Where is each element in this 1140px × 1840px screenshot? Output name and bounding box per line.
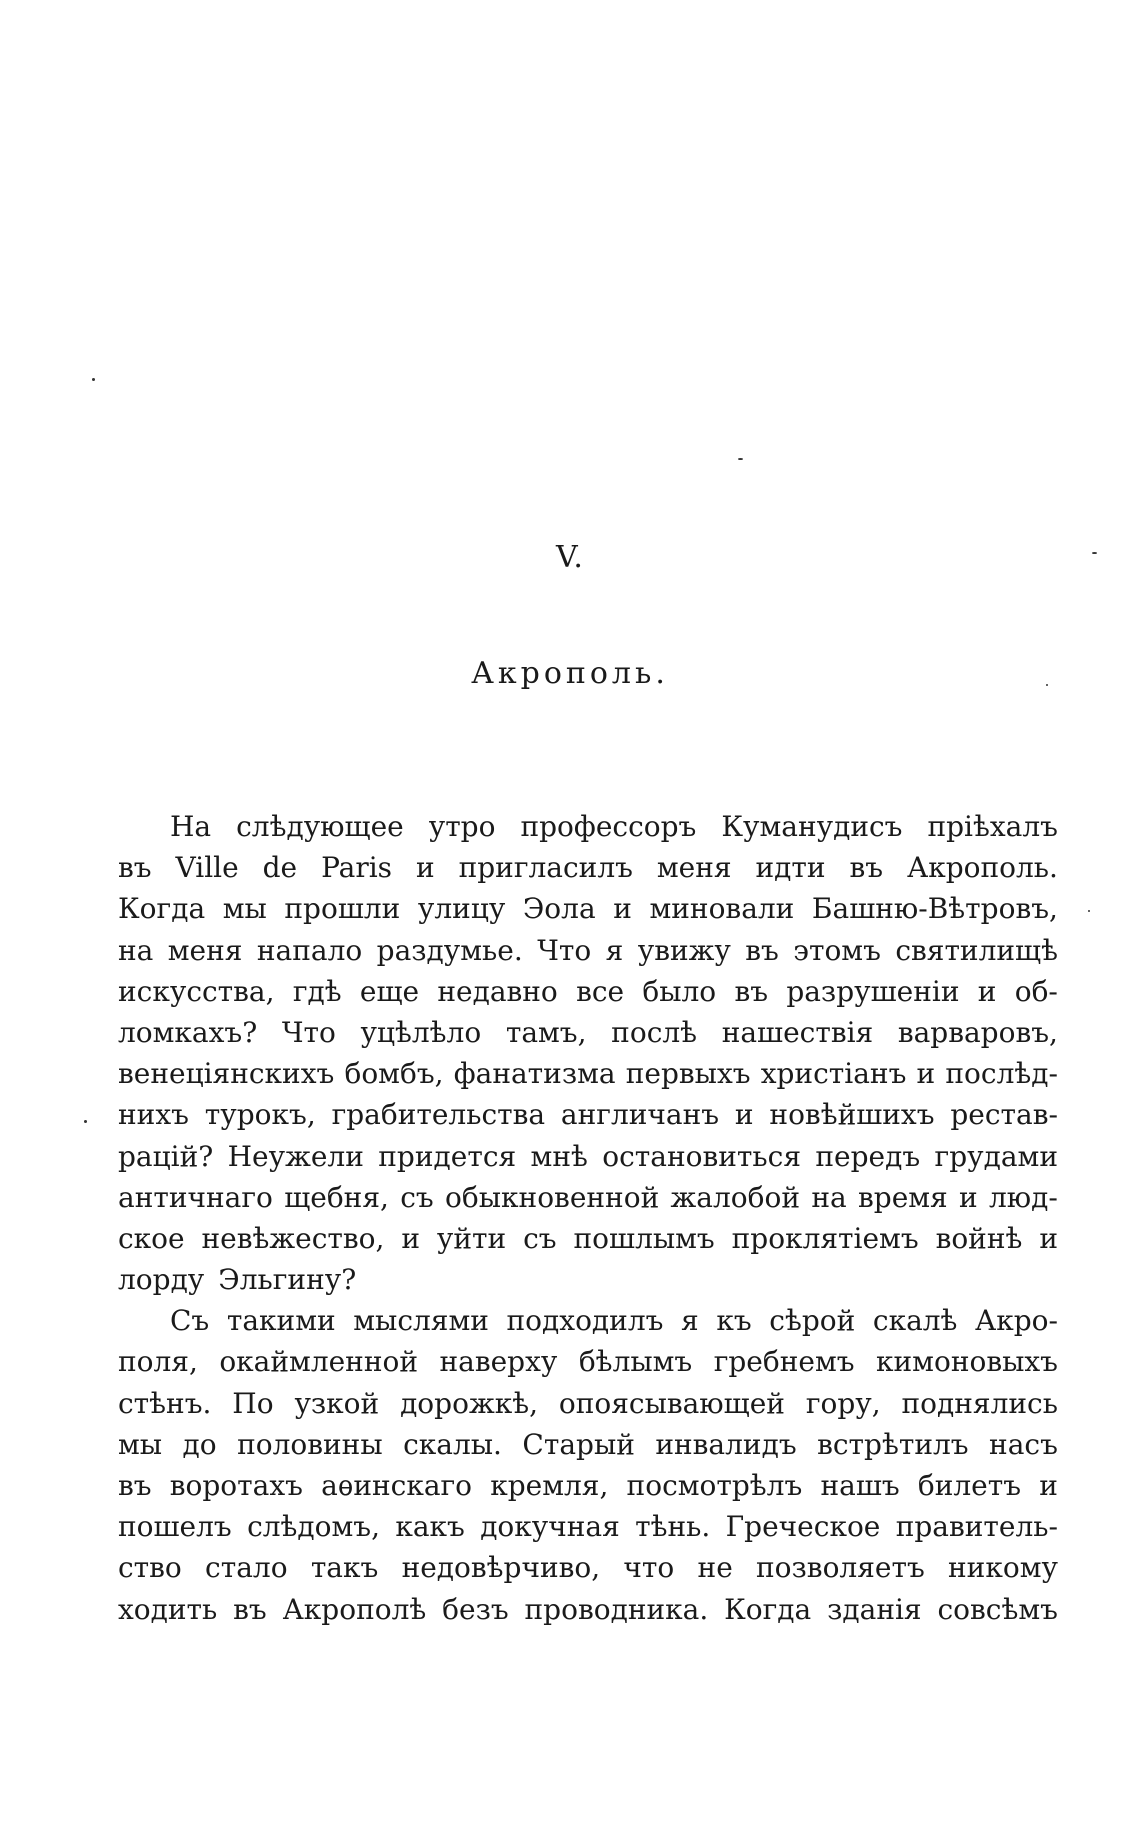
word: нашъ (820, 1469, 900, 1502)
word: недавно (437, 974, 558, 1008)
word: ломкахъ? (118, 1015, 258, 1049)
word: новѣйшихъ (769, 1098, 935, 1132)
word: пригласилъ (458, 851, 633, 885)
word: На (170, 810, 212, 843)
word: идти (755, 851, 826, 885)
word: разрушеніи (786, 974, 960, 1008)
text-line (118, 930, 1058, 971)
print-speck (1092, 552, 1097, 554)
word: на (118, 933, 154, 967)
text-line (118, 1547, 1058, 1588)
word: Неужели (227, 1139, 364, 1173)
word: на (811, 1180, 847, 1214)
word: никому (948, 1551, 1058, 1585)
word: невѣжество, (201, 1221, 385, 1255)
word: об- (1014, 974, 1058, 1008)
word: кимоновыхъ (876, 1345, 1058, 1379)
word: въ (118, 851, 152, 885)
word: святилищѣ (895, 933, 1058, 967)
word: Греческое (725, 1510, 881, 1544)
word: было (642, 974, 717, 1008)
word: съ (400, 1180, 434, 1214)
word: и (415, 851, 435, 885)
word: Акрополь. (907, 851, 1058, 885)
word: пошелъ (118, 1510, 232, 1544)
word: грудами (934, 1139, 1058, 1173)
word: меня (656, 851, 732, 885)
word: гору, (805, 1386, 881, 1420)
word: узкой (294, 1386, 380, 1420)
word: щебня, (284, 1180, 389, 1214)
word: раздумье. (376, 933, 523, 967)
word: ство (118, 1551, 182, 1585)
word: придется (378, 1139, 517, 1173)
word: все (576, 974, 625, 1008)
word: мы (222, 892, 267, 926)
word: остановиться (602, 1139, 801, 1173)
word: сѣрой (769, 1304, 856, 1338)
word: въ (233, 1592, 267, 1626)
word: Акро- (975, 1304, 1058, 1338)
chapter-number: V. (556, 540, 584, 575)
word: Что (537, 933, 592, 967)
word: проводника. (524, 1592, 709, 1626)
word: подходилъ (506, 1304, 664, 1338)
print-speck (738, 458, 743, 460)
word: я (681, 1304, 699, 1338)
word: такъ (310, 1551, 379, 1585)
word: слѣдомъ, (247, 1510, 381, 1544)
word: посмотрѣлъ (626, 1469, 803, 1502)
word: съ (523, 1221, 557, 1255)
word: de (262, 851, 298, 885)
word: послѣ (611, 1015, 698, 1049)
text-line (118, 1053, 1058, 1094)
word: правитель- (895, 1510, 1058, 1544)
word: прошли (284, 892, 401, 926)
word: недовѣрчиво, (401, 1551, 601, 1585)
word: Старый (522, 1427, 635, 1461)
word: окаймленной (219, 1345, 419, 1379)
word: гдѣ (292, 974, 342, 1008)
text-line (118, 1094, 1058, 1135)
word: миновали (649, 892, 795, 926)
word: Акрополѣ (282, 1592, 427, 1626)
word: меня (167, 933, 243, 967)
word: и (613, 892, 632, 926)
word: скалѣ (872, 1304, 958, 1338)
word: жалобой (670, 1180, 801, 1214)
word: античнаго (118, 1180, 273, 1214)
word: рацій? (118, 1139, 214, 1173)
word: нихъ (118, 1098, 189, 1132)
word: ское (118, 1221, 185, 1255)
word: и (734, 1098, 754, 1132)
word: аѳинскаго (321, 1469, 473, 1502)
text-line (118, 1424, 1058, 1465)
word: такими (226, 1304, 336, 1338)
word: профессоръ (520, 810, 697, 843)
word: христіанъ (760, 1057, 907, 1091)
word: передъ (815, 1139, 921, 1173)
text-line (118, 1218, 1058, 1259)
word: уцѣлѣло (360, 1015, 482, 1049)
word: Когда (118, 892, 206, 926)
word: что (623, 1551, 675, 1585)
text-line (118, 1259, 1058, 1300)
word: рестав- (950, 1098, 1058, 1132)
word: и (1039, 1221, 1058, 1255)
word: въ (734, 974, 769, 1008)
word: инвалидъ (655, 1427, 797, 1461)
word: мнѣ (530, 1139, 588, 1173)
word: мы (118, 1427, 163, 1461)
word: стало (205, 1551, 288, 1585)
word: По (232, 1386, 274, 1420)
word: воротахъ (169, 1469, 303, 1502)
text-line (118, 1589, 1058, 1630)
word: утро (428, 810, 496, 843)
word: фанатизма (453, 1057, 616, 1091)
word: кремля, (490, 1469, 609, 1502)
text-line (118, 1506, 1058, 1547)
word: Эола (522, 892, 596, 926)
word: ходить (118, 1592, 218, 1626)
word: Ville (175, 851, 239, 885)
word: насъ (989, 1427, 1058, 1461)
word: пошлымъ (573, 1221, 715, 1255)
print-speck (92, 378, 95, 381)
word: улицу (417, 892, 506, 926)
word: войнѣ (935, 1221, 1023, 1255)
word: половины (237, 1427, 383, 1461)
word: скалы. (403, 1427, 502, 1461)
word: билетъ (917, 1469, 1022, 1502)
word: Что (281, 1015, 336, 1049)
word: Башню-Вѣтровъ, (811, 892, 1058, 926)
word: и (916, 1057, 936, 1091)
word: стѣнъ. (118, 1386, 212, 1420)
word: нашествія (721, 1015, 874, 1049)
text-line (118, 847, 1058, 888)
word: докучная (480, 1510, 620, 1544)
word: до (182, 1427, 217, 1461)
word: въ (849, 851, 884, 885)
word: въ (745, 933, 779, 967)
text-line (118, 888, 1058, 929)
print-speck (1046, 684, 1048, 686)
word: совсѣмъ (937, 1592, 1058, 1626)
word: слѣдующее (236, 810, 404, 843)
word: тѣнь. (635, 1510, 711, 1544)
word: и (1039, 1469, 1058, 1502)
word: встрѣтилъ (817, 1427, 969, 1461)
word: и (959, 1180, 978, 1214)
word: не (697, 1551, 733, 1585)
word: зданія (827, 1592, 922, 1626)
word: уйти (436, 1221, 507, 1255)
word: Когда (724, 1592, 812, 1626)
word: этомъ (793, 933, 881, 967)
word: пріѣхалъ (927, 810, 1058, 843)
word: люд- (989, 1180, 1058, 1214)
text-line (118, 1177, 1058, 1218)
text-line (118, 806, 1058, 847)
word: лорду (118, 1263, 205, 1297)
word: Куманудисъ (721, 810, 903, 843)
word: проклятіемъ (731, 1221, 919, 1255)
text-line (118, 971, 1058, 1012)
word: турокъ, (204, 1098, 316, 1132)
word: увижу (637, 933, 731, 967)
word: поля, (118, 1345, 198, 1379)
text-line (118, 1383, 1058, 1424)
word: опоясывающей (558, 1386, 785, 1420)
word: Эльгину? (218, 1263, 357, 1297)
chapter-title: Акрополь. (471, 656, 669, 691)
word: какъ (395, 1510, 465, 1544)
print-speck (84, 1120, 87, 1123)
word: еще (359, 974, 420, 1008)
word: позволяетъ (756, 1551, 925, 1585)
word: грабительства (331, 1098, 546, 1132)
word: гребнемъ (713, 1345, 855, 1379)
word: и (401, 1221, 420, 1255)
word: дорожкѣ, (400, 1386, 538, 1420)
word: варваровъ, (897, 1015, 1058, 1049)
text-line (118, 1341, 1058, 1382)
word: искусства, (118, 974, 275, 1008)
word: первыхъ (625, 1057, 751, 1091)
word: Paris (321, 851, 393, 885)
word: тамъ, (505, 1015, 587, 1049)
word: напало (256, 933, 363, 967)
word: безъ (442, 1592, 509, 1626)
word: время (858, 1180, 948, 1214)
word: наверху (439, 1345, 558, 1379)
word: бѣлымъ (578, 1345, 693, 1379)
word: обыкновенной (445, 1180, 660, 1214)
word: въ (118, 1469, 152, 1502)
word: я (605, 933, 624, 967)
text-line (118, 1300, 1058, 1341)
word: бомбъ, (344, 1057, 444, 1091)
word: англичанъ (560, 1098, 720, 1132)
body-text (118, 806, 1058, 1630)
text-line (118, 1136, 1058, 1177)
word: къ (716, 1304, 752, 1338)
word: поднялись (901, 1386, 1058, 1420)
text-line (118, 1465, 1058, 1506)
word: Съ (170, 1304, 210, 1338)
print-speck (1088, 910, 1090, 912)
word: и (977, 974, 997, 1008)
word: мыслями (353, 1304, 489, 1338)
text-line (118, 1012, 1058, 1053)
word: послѣд- (945, 1057, 1058, 1091)
word: венеціянскихъ (118, 1057, 335, 1091)
